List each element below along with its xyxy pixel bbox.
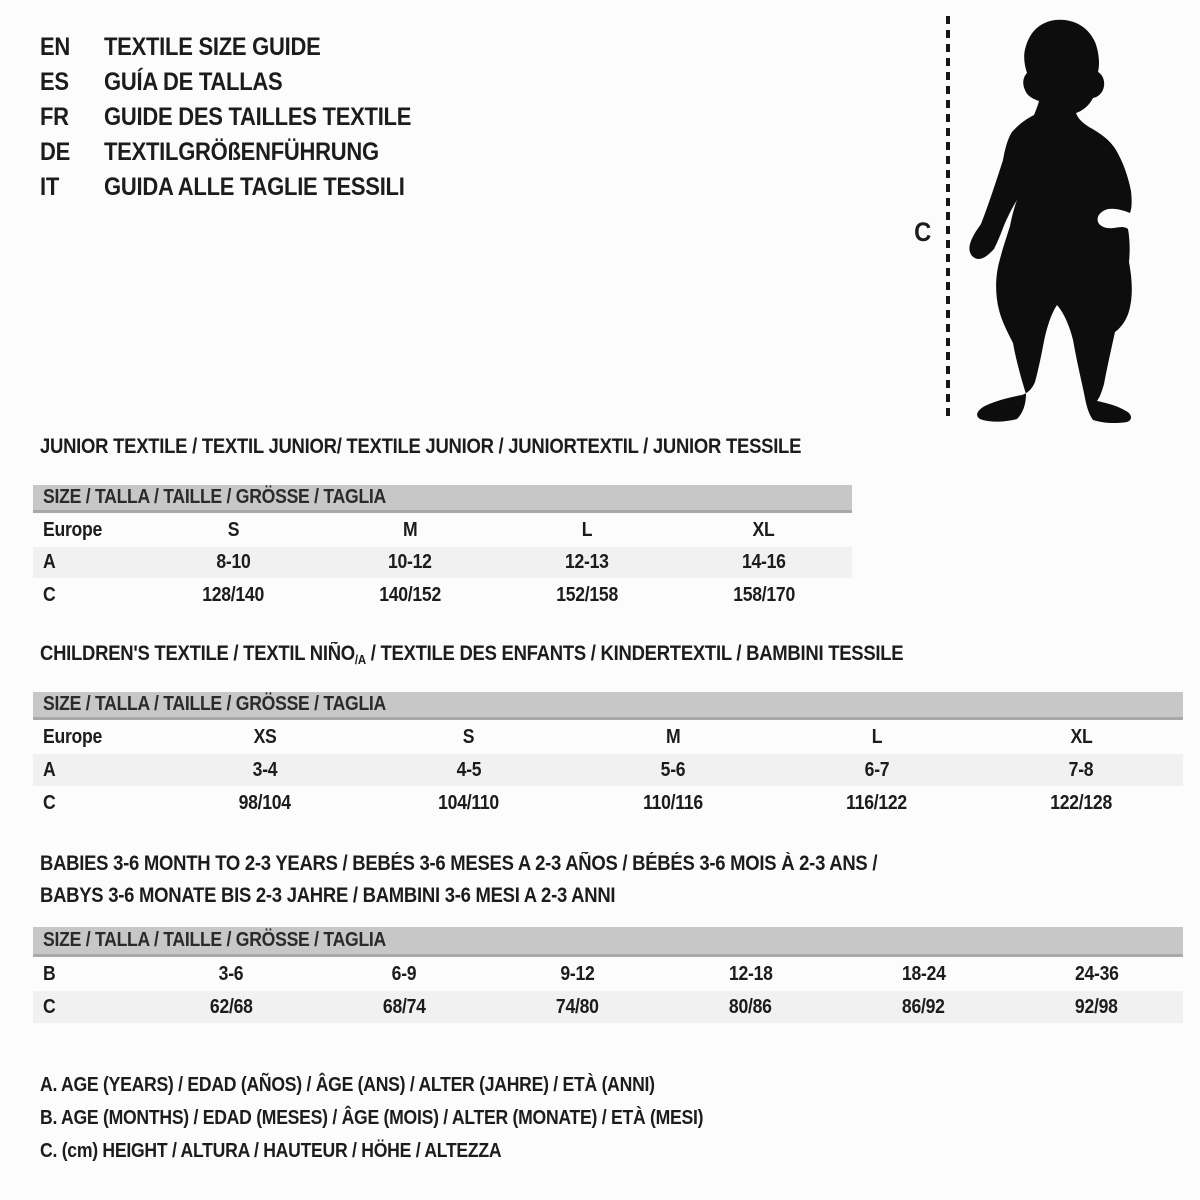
lang-code: ES [40, 68, 69, 96]
size-header-bar: SIZE / TALLA / TAILLE / GRÖSSE / TAGLIA [33, 692, 1183, 720]
table-cell: 14-16 [741, 551, 786, 573]
row-label: B [43, 962, 56, 985]
babies-title-line2: BABYS 3-6 MONATE BIS 2-3 JAHRE / BAMBINI 3-6 MESI A 2-3 ANNI [40, 884, 616, 907]
table-cell: 110/116 [643, 791, 703, 814]
table-cell: M [665, 725, 681, 748]
table-row-c [33, 991, 1183, 1023]
table-cell: 98/104 [238, 791, 292, 814]
table-row-b [33, 957, 1183, 991]
table-cell: 9-12 [560, 962, 595, 985]
legend-block [40, 1069, 794, 1168]
table-cell: XL [1070, 725, 1092, 748]
lang-title: GUIDA ALLE TAGLIE TESSILI [104, 173, 405, 201]
row-label: A [43, 551, 56, 573]
size-header-bar: SIZE / TALLA / TAILLE / GRÖSSE / TAGLIA [33, 485, 852, 513]
row-label: C [43, 791, 56, 814]
table-cell: 5-6 [660, 758, 686, 781]
table-cell: 62/68 [210, 995, 253, 1018]
lang-code: DE [40, 138, 71, 166]
table-cell: 104/110 [438, 791, 500, 814]
table-row-europe [33, 720, 1183, 754]
section-title-babies [40, 848, 991, 912]
lang-row-it [40, 170, 453, 205]
section-title-junior: JUNIOR TEXTILE / TEXTIL JUNIOR/ TEXTILE JUNIOR / JUNIORTEXTIL / JUNIOR TESSILE [40, 435, 802, 458]
legend-line-c: C. (cm) HEIGHT / ALTURA / HAUTEUR / HÖHE / ALTEZZA [40, 1140, 502, 1162]
table-row-a [33, 754, 1183, 786]
lang-code: EN [40, 33, 71, 61]
babies-title-line1: BABIES 3-6 MONTH TO 2-3 YEARS / BEBÉS 3-6 MESES A 2-3 AÑOS / BÉBÉS 3-6 MOIS À 2-3 ANS / [40, 852, 878, 875]
table-cell: S [463, 725, 475, 748]
table-cell: 152/158 [555, 583, 618, 606]
measurement-label-c: C [914, 217, 932, 247]
legend-line-a: A. AGE (YEARS) / EDAD (AÑOS) / ÂGE (ANS) / ALTER (JAHRE) / ETÀ (ANNI) [40, 1074, 655, 1096]
table-cell: M [402, 518, 418, 541]
lang-code: FR [40, 103, 69, 131]
table-cell: 140/152 [379, 583, 442, 606]
size-header-bar: SIZE / TALLA / TAILLE / GRÖSSE / TAGLIA [33, 927, 1183, 957]
table-cell: 92/98 [1075, 995, 1118, 1018]
lang-row-de [40, 135, 453, 170]
language-title-block [40, 30, 453, 205]
lang-code: IT [40, 173, 60, 201]
table-cell: L [581, 518, 593, 541]
table-cell: 8-10 [216, 551, 251, 573]
table-cell: XL [752, 518, 775, 541]
table-cell: 3-4 [252, 758, 278, 781]
table-cell: 116/122 [846, 791, 908, 814]
table-cell: 7-8 [1068, 758, 1094, 781]
table-row-europe [33, 513, 852, 547]
table-cell: 4-5 [456, 758, 482, 781]
table-row-c [33, 578, 852, 612]
table-cell: 158/170 [732, 583, 795, 606]
babies-size-table [33, 927, 1183, 1023]
table-cell: 6-9 [392, 962, 417, 985]
table-cell: 86/92 [902, 995, 945, 1018]
toddler-silhouette-icon [960, 10, 1200, 425]
table-cell: 74/80 [556, 995, 599, 1018]
lang-row-es [40, 65, 453, 100]
lang-title: TEXTILGRÖßENFÜHRUNG [104, 138, 379, 166]
children-size-table [33, 692, 1183, 820]
table-cell: 12-13 [565, 551, 609, 573]
row-label: C [43, 995, 56, 1018]
table-cell: 122/128 [1050, 791, 1112, 814]
table-cell: 12-18 [728, 962, 773, 985]
table-cell: 68/74 [383, 995, 426, 1018]
table-cell: 6-7 [864, 758, 890, 781]
nino-a-subscript: /A [354, 652, 366, 667]
section-title-children: CHILDREN'S TEXTILE / TEXTIL NIÑO/A / TEXTILE DES ENFANTS / KINDERTEXTIL / BAMBINI TESSILE [40, 642, 904, 667]
lang-title: GUÍA DE TALLAS [104, 68, 283, 96]
table-cell: S [227, 518, 240, 541]
table-cell: XS [253, 725, 277, 748]
table-cell: 80/86 [729, 995, 772, 1018]
table-cell: 18-24 [901, 962, 946, 985]
table-cell: 128/140 [202, 583, 265, 606]
height-measure-dashed-line [946, 16, 950, 418]
row-label: Europe [43, 725, 103, 748]
row-label: Europe [43, 518, 103, 541]
lang-row-fr [40, 100, 453, 135]
table-cell: 3-6 [219, 962, 244, 985]
junior-size-table [33, 485, 852, 612]
row-label: C [43, 583, 56, 606]
lang-title: GUIDE DES TAILLES TEXTILE [104, 103, 412, 131]
table-cell: 10-12 [388, 551, 432, 573]
table-cell: 24-36 [1074, 962, 1119, 985]
legend-line-b: B. AGE (MONTHS) / EDAD (MESES) / ÂGE (MOIS) / ALTER (MONATE) / ETÀ (MESI) [40, 1107, 704, 1129]
lang-row-en [40, 30, 453, 65]
row-label: A [43, 758, 56, 781]
table-row-c [33, 786, 1183, 820]
lang-title: TEXTILE SIZE GUIDE [104, 33, 321, 61]
table-row-a [33, 547, 852, 578]
table-cell: L [871, 725, 883, 748]
